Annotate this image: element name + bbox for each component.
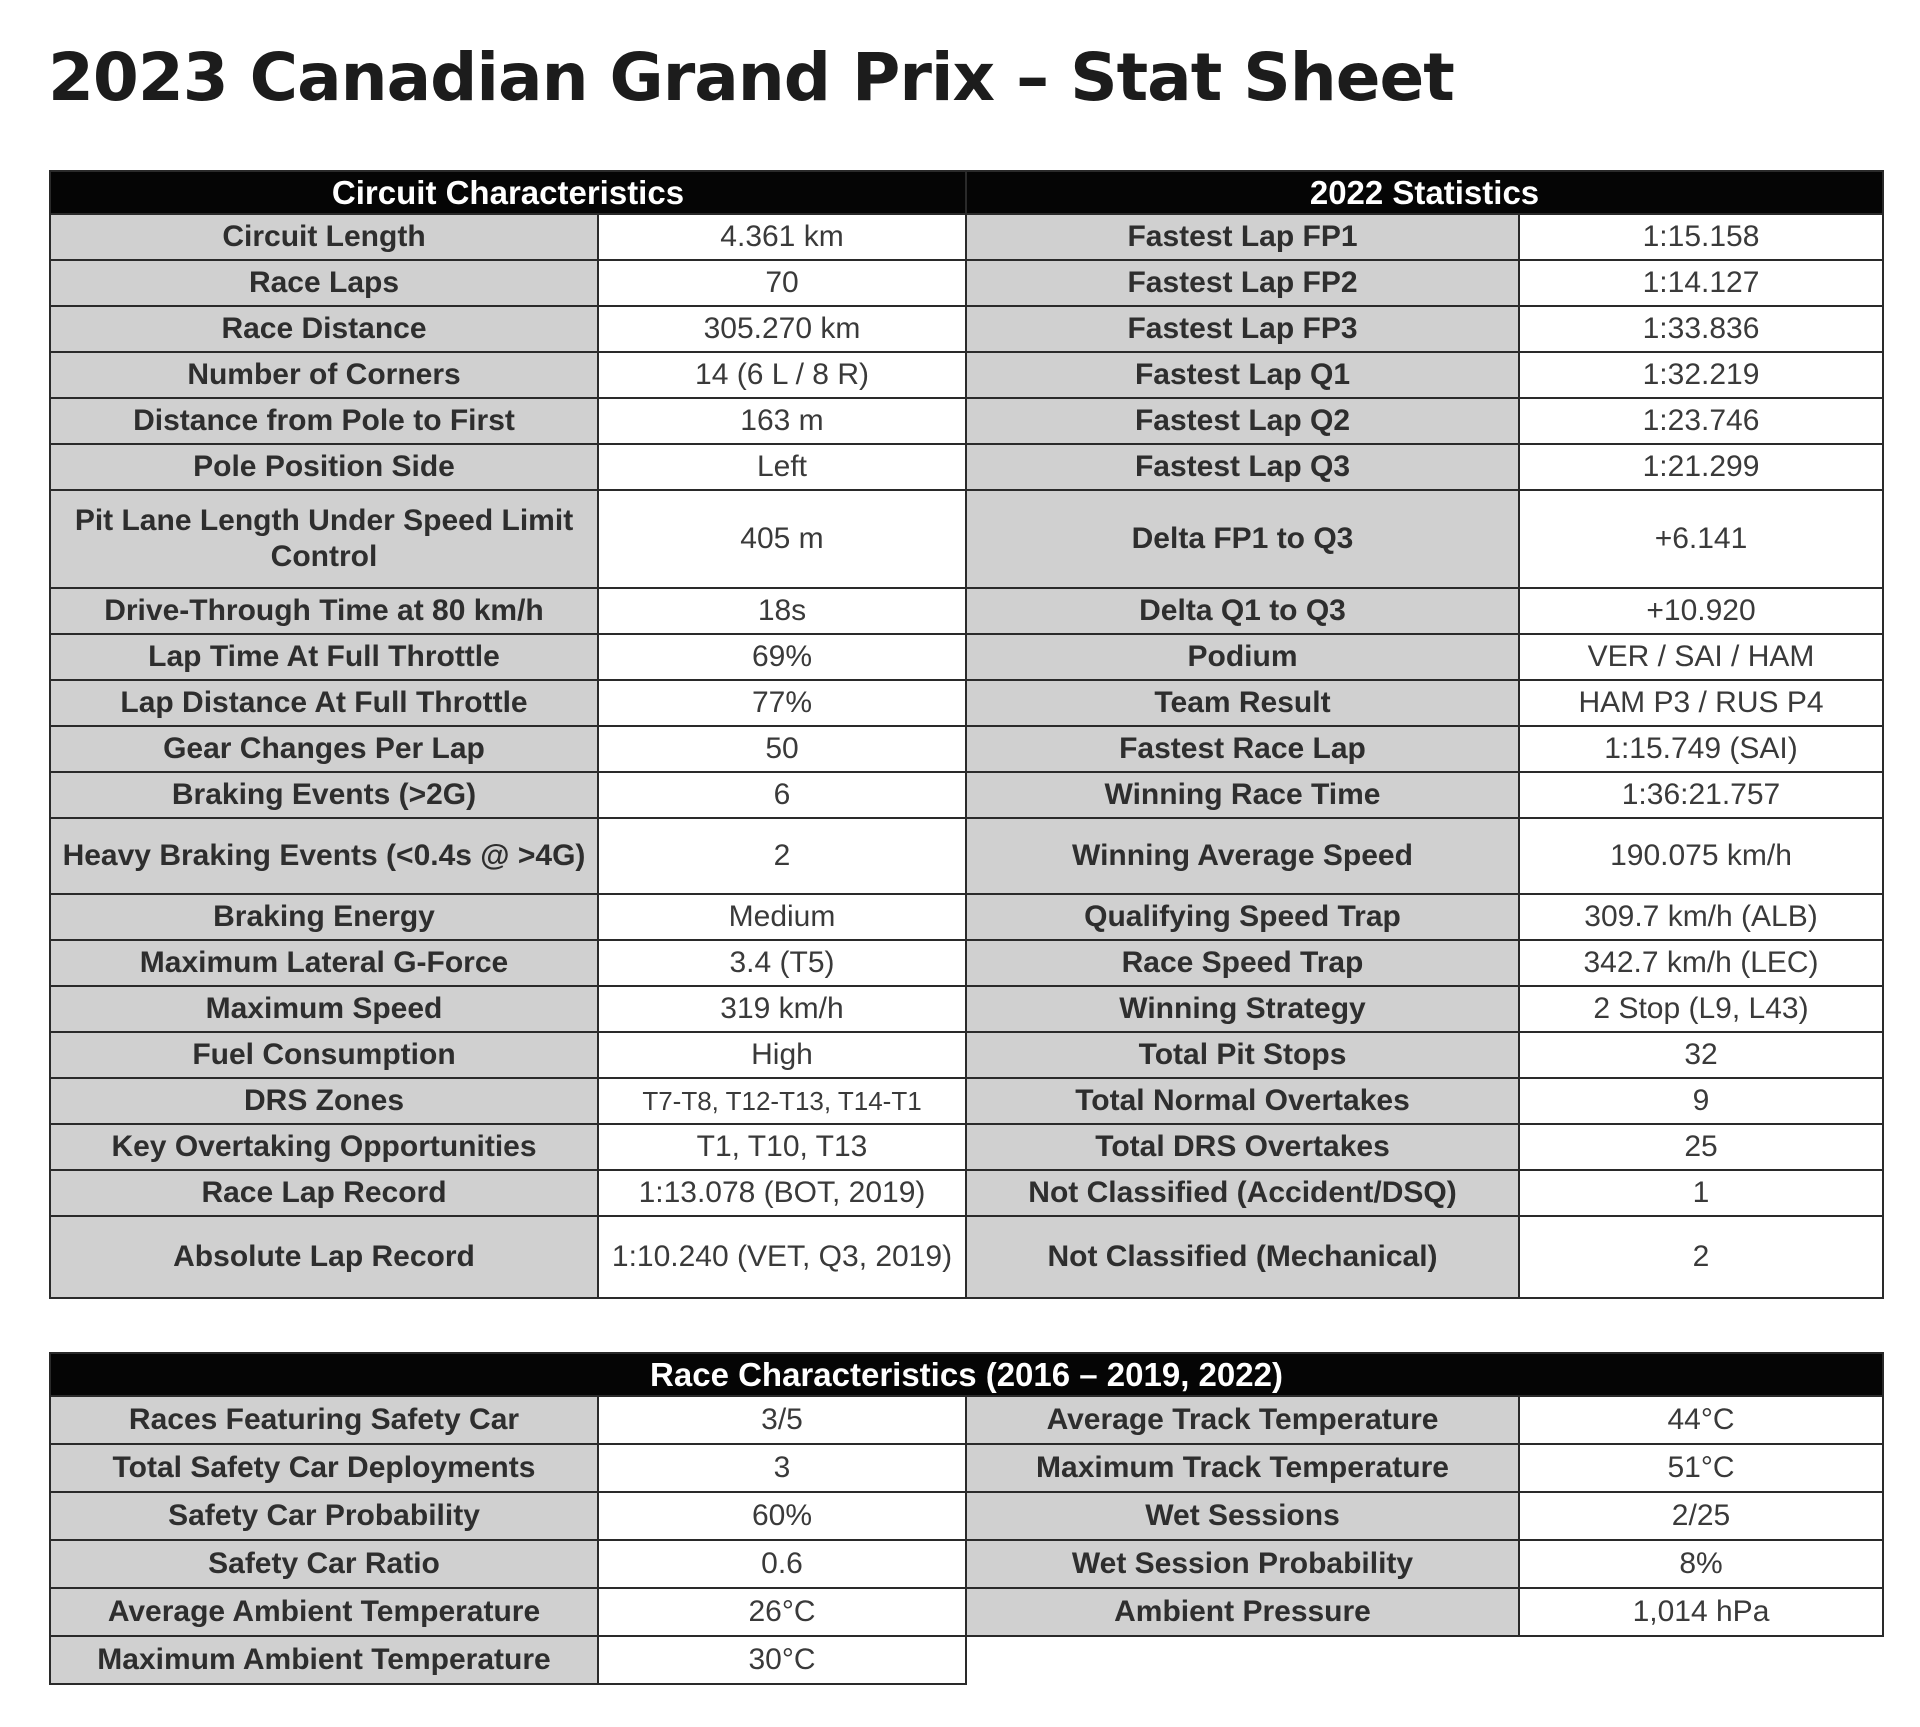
- race-stat-value: 51°C: [1519, 1444, 1883, 1492]
- statistic-2022-value: 1:21.299: [1519, 444, 1883, 490]
- table-row: [50, 444, 1883, 490]
- table-row: [50, 818, 1883, 894]
- circuit-stat-value: Left: [598, 444, 966, 490]
- statistic-2022-value: 1: [1519, 1170, 1883, 1216]
- statistic-2022-label: Delta FP1 to Q3: [966, 490, 1519, 588]
- table-row: [50, 1492, 1883, 1540]
- circuit-stat-label: Maximum Speed: [50, 986, 598, 1032]
- circuit-stat-label: Lap Time At Full Throttle: [50, 634, 598, 680]
- table-row: [50, 1216, 1883, 1298]
- circuit-stat-value: 1:13.078 (BOT, 2019): [598, 1170, 966, 1216]
- circuit-stat-label: Distance from Pole to First: [50, 398, 598, 444]
- circuit-stat-value: Medium: [598, 894, 966, 940]
- circuit-stat-label: Heavy Braking Events (<0.4s @ >4G): [50, 818, 598, 894]
- statistic-2022-label: Qualifying Speed Trap: [966, 894, 1519, 940]
- circuit-stat-label: DRS Zones: [50, 1078, 598, 1124]
- statistic-2022-value: 1:15.158: [1519, 214, 1883, 260]
- circuit-stat-label: Braking Energy: [50, 894, 598, 940]
- circuit-stat-label: Number of Corners: [50, 352, 598, 398]
- statistic-2022-label: Fastest Lap FP2: [966, 260, 1519, 306]
- statistics-2022-header: 2022 Statistics: [966, 171, 1883, 214]
- circuit-stat-label: Drive-Through Time at 80 km/h: [50, 588, 598, 634]
- circuit-stat-value: 305.270 km: [598, 306, 966, 352]
- statistic-2022-label: Team Result: [966, 680, 1519, 726]
- circuit-stat-value: 3.4 (T5): [598, 940, 966, 986]
- circuit-stat-label: Pole Position Side: [50, 444, 598, 490]
- circuit-stat-label: Braking Events (>2G): [50, 772, 598, 818]
- race-stat-label: Average Ambient Temperature: [50, 1588, 598, 1636]
- table-row: [50, 398, 1883, 444]
- race-stat-value: 44°C: [1519, 1396, 1883, 1444]
- table-row: [50, 1078, 1883, 1124]
- circuit-stats-body: [50, 214, 1883, 1298]
- circuit-stat-value: 6: [598, 772, 966, 818]
- statistic-2022-label: Delta Q1 to Q3: [966, 588, 1519, 634]
- circuit-stat-label: Pit Lane Length Under Speed Limit Control: [50, 490, 598, 588]
- race-stat-value: 3/5: [598, 1396, 966, 1444]
- table-row: [50, 260, 1883, 306]
- race-stat-value: 60%: [598, 1492, 966, 1540]
- circuit-stat-value: T1, T10, T13: [598, 1124, 966, 1170]
- race-stat-value: 1,014 hPa: [1519, 1588, 1883, 1636]
- statistic-2022-value: 1:23.746: [1519, 398, 1883, 444]
- table-row: [50, 1444, 1883, 1492]
- table-row: [50, 986, 1883, 1032]
- statistic-2022-value: HAM P3 / RUS P4: [1519, 680, 1883, 726]
- circuit-stat-label: Gear Changes Per Lap: [50, 726, 598, 772]
- circuit-stat-value: 1:10.240 (VET, Q3, 2019): [598, 1216, 966, 1298]
- race-stat-label: Wet Sessions: [966, 1492, 1519, 1540]
- race-stat-label: Ambient Pressure: [966, 1588, 1519, 1636]
- table-row: [50, 940, 1883, 986]
- table-row: [50, 726, 1883, 772]
- race-characteristics-table: [49, 1352, 1884, 1685]
- statistic-2022-label: Fastest Lap Q3: [966, 444, 1519, 490]
- table-row: [50, 634, 1883, 680]
- statistic-2022-value: 1:32.219: [1519, 352, 1883, 398]
- statistic-2022-label: Total Normal Overtakes: [966, 1078, 1519, 1124]
- table-row: [50, 772, 1883, 818]
- statistic-2022-label: Not Classified (Accident/DSQ): [966, 1170, 1519, 1216]
- circuit-stat-label: Race Distance: [50, 306, 598, 352]
- table-row: [50, 490, 1883, 588]
- race-stat-label: Total Safety Car Deployments: [50, 1444, 598, 1492]
- statistic-2022-label: Fastest Lap Q2: [966, 398, 1519, 444]
- race-stat-label: Average Track Temperature: [966, 1396, 1519, 1444]
- empty-cell: [966, 1636, 1883, 1684]
- circuit-stat-value: 50: [598, 726, 966, 772]
- statistic-2022-value: 1:36:21.757: [1519, 772, 1883, 818]
- table-row: [50, 1170, 1883, 1216]
- statistic-2022-label: Race Speed Trap: [966, 940, 1519, 986]
- race-stat-value: 30°C: [598, 1636, 966, 1684]
- table-row: [50, 1636, 1883, 1684]
- statistic-2022-value: 1:15.749 (SAI): [1519, 726, 1883, 772]
- statistic-2022-label: Total Pit Stops: [966, 1032, 1519, 1078]
- statistic-2022-value: 2: [1519, 1216, 1883, 1298]
- circuit-stat-value: 4.361 km: [598, 214, 966, 260]
- statistic-2022-value: 190.075 km/h: [1519, 818, 1883, 894]
- race-stat-label: Races Featuring Safety Car: [50, 1396, 598, 1444]
- circuit-stat-value: 69%: [598, 634, 966, 680]
- statistic-2022-value: +10.920: [1519, 588, 1883, 634]
- race-characteristics-header: Race Characteristics (2016 – 2019, 2022): [50, 1353, 1883, 1396]
- race-stat-label: Wet Session Probability: [966, 1540, 1519, 1588]
- circuit-stat-value: 163 m: [598, 398, 966, 444]
- statistic-2022-label: Winning Race Time: [966, 772, 1519, 818]
- circuit-stat-value: 14 (6 L / 8 R): [598, 352, 966, 398]
- race-stat-value: 2/25: [1519, 1492, 1883, 1540]
- circuit-stat-label: Circuit Length: [50, 214, 598, 260]
- circuit-stat-value: 77%: [598, 680, 966, 726]
- circuit-stat-label: Lap Distance At Full Throttle: [50, 680, 598, 726]
- circuit-stat-label: Race Laps: [50, 260, 598, 306]
- table-row: [50, 1124, 1883, 1170]
- statistic-2022-value: +6.141: [1519, 490, 1883, 588]
- statistic-2022-label: Winning Average Speed: [966, 818, 1519, 894]
- race-stat-label: Safety Car Ratio: [50, 1540, 598, 1588]
- circuit-stat-value: T7-T8, T12-T13, T14-T1: [598, 1078, 966, 1124]
- table-row: [50, 680, 1883, 726]
- table-row: [50, 1032, 1883, 1078]
- statistic-2022-value: 1:14.127: [1519, 260, 1883, 306]
- table-row: [50, 352, 1883, 398]
- table-row: [50, 306, 1883, 352]
- race-stat-value: 0.6: [598, 1540, 966, 1588]
- statistic-2022-label: Fastest Lap FP3: [966, 306, 1519, 352]
- statistic-2022-value: 25: [1519, 1124, 1883, 1170]
- race-stat-value: 3: [598, 1444, 966, 1492]
- race-stat-label: Maximum Ambient Temperature: [50, 1636, 598, 1684]
- circuit-stat-value: 70: [598, 260, 966, 306]
- race-stat-value: 26°C: [598, 1588, 966, 1636]
- statistic-2022-value: 309.7 km/h (ALB): [1519, 894, 1883, 940]
- table-row: [50, 1540, 1883, 1588]
- table-row: [50, 214, 1883, 260]
- table-row: [50, 1588, 1883, 1636]
- statistic-2022-label: Fastest Lap FP1: [966, 214, 1519, 260]
- page-title: 2023 Canadian Grand Prix – Stat Sheet: [48, 39, 1454, 116]
- statistic-2022-value: 9: [1519, 1078, 1883, 1124]
- circuit-stat-label: Maximum Lateral G-Force: [50, 940, 598, 986]
- circuit-stat-label: Race Lap Record: [50, 1170, 598, 1216]
- statistic-2022-label: Fastest Race Lap: [966, 726, 1519, 772]
- statistic-2022-value: 2 Stop (L9, L43): [1519, 986, 1883, 1032]
- circuit-stat-value: 319 km/h: [598, 986, 966, 1032]
- statistic-2022-value: 32: [1519, 1032, 1883, 1078]
- circuit-stat-label: Key Overtaking Opportunities: [50, 1124, 598, 1170]
- statistic-2022-label: Not Classified (Mechanical): [966, 1216, 1519, 1298]
- race-stat-value: 8%: [1519, 1540, 1883, 1588]
- circuit-stat-value: 2: [598, 818, 966, 894]
- statistic-2022-value: 1:33.836: [1519, 306, 1883, 352]
- circuit-stat-value: 405 m: [598, 490, 966, 588]
- circuit-stat-label: Fuel Consumption: [50, 1032, 598, 1078]
- statistic-2022-value: VER / SAI / HAM: [1519, 634, 1883, 680]
- table-row: [50, 1396, 1883, 1444]
- statistic-2022-label: Fastest Lap Q1: [966, 352, 1519, 398]
- statistic-2022-label: Total DRS Overtakes: [966, 1124, 1519, 1170]
- table-row: [50, 894, 1883, 940]
- race-stat-label: Safety Car Probability: [50, 1492, 598, 1540]
- circuit-stat-label: Absolute Lap Record: [50, 1216, 598, 1298]
- statistic-2022-value: 342.7 km/h (LEC): [1519, 940, 1883, 986]
- race-stat-label: Maximum Track Temperature: [966, 1444, 1519, 1492]
- circuit-characteristics-header: Circuit Characteristics: [50, 171, 966, 214]
- circuit-stats-table: [49, 170, 1884, 1299]
- race-characteristics-body: [50, 1396, 1883, 1684]
- circuit-stat-value: High: [598, 1032, 966, 1078]
- statistic-2022-label: Winning Strategy: [966, 986, 1519, 1032]
- table-row: [50, 588, 1883, 634]
- statistic-2022-label: Podium: [966, 634, 1519, 680]
- circuit-stat-value: 18s: [598, 588, 966, 634]
